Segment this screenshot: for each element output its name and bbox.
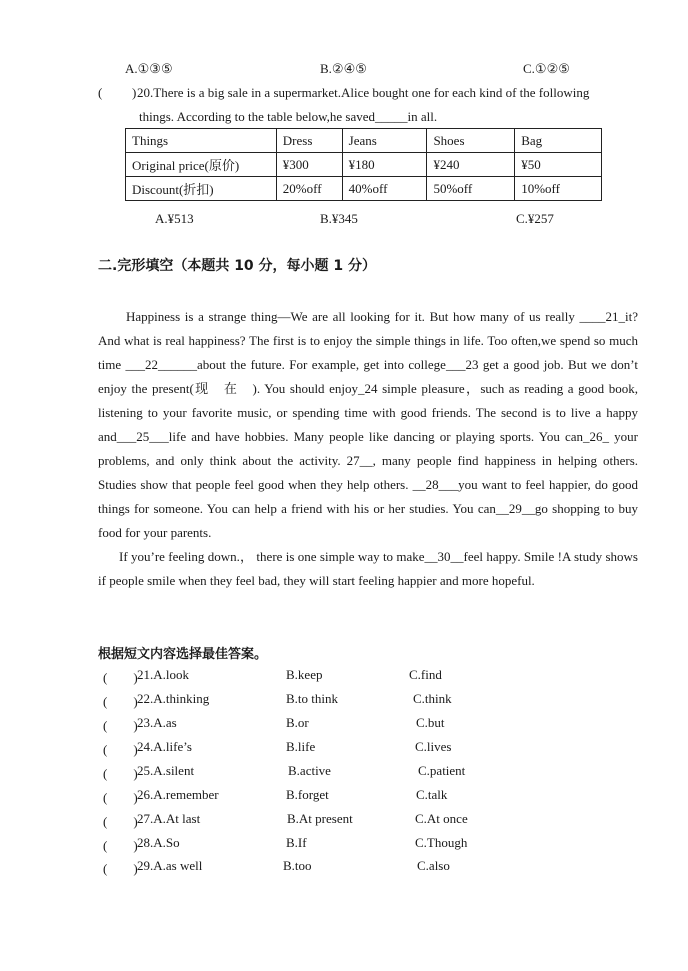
table-cell: 40%off bbox=[342, 177, 427, 201]
answer-blank[interactable]: ( ) bbox=[103, 718, 138, 733]
answer-blank[interactable]: ( ) bbox=[103, 694, 138, 709]
option-a: 27.A.At last bbox=[137, 811, 201, 826]
option-c: C.At once bbox=[415, 811, 468, 826]
table-cell: ¥240 bbox=[427, 153, 515, 177]
option-b: B.life bbox=[286, 739, 316, 754]
question-row bbox=[0, 691, 688, 715]
q20-option-a: A.¥513 bbox=[155, 211, 194, 226]
answer-blank[interactable]: ( ) bbox=[103, 814, 138, 829]
option-a: 21.A.look bbox=[137, 667, 189, 682]
option-c: C.Though bbox=[415, 835, 468, 850]
table-cell: ¥180 bbox=[342, 153, 427, 177]
option-b: B.keep bbox=[286, 667, 323, 682]
q20-paren-open: ( bbox=[98, 85, 103, 100]
option-a: 24.A.life’s bbox=[137, 739, 192, 754]
table-row bbox=[126, 177, 602, 201]
option-c: C.think bbox=[413, 691, 452, 706]
option-b: B.too bbox=[283, 858, 312, 873]
q19-option-b: B.②④⑤ bbox=[320, 61, 367, 76]
answer-blank[interactable]: ( ) bbox=[103, 766, 138, 781]
table-header-cell: Shoes bbox=[427, 129, 515, 153]
cloze-passage bbox=[98, 305, 638, 593]
answer-blank[interactable]: ( ) bbox=[103, 670, 138, 685]
option-a: 23.A.as bbox=[137, 715, 177, 730]
q19-option-a: A.①③⑤ bbox=[125, 61, 173, 76]
table-header-cell: Bag bbox=[515, 129, 602, 153]
q20-option-c: C.¥257 bbox=[516, 211, 554, 226]
table-cell: ¥300 bbox=[276, 153, 342, 177]
option-a: 25.A.silent bbox=[137, 763, 195, 778]
option-c: C.also bbox=[417, 858, 450, 873]
option-b: B.If bbox=[286, 835, 307, 850]
answer-blank[interactable]: ( ) bbox=[103, 861, 138, 876]
option-b: B.to think bbox=[286, 691, 339, 706]
table-header-cell: Dress bbox=[276, 129, 342, 153]
question-row bbox=[0, 835, 688, 859]
question-row bbox=[0, 715, 688, 739]
answer-blank[interactable]: ( ) bbox=[103, 742, 138, 757]
section-title: 二.完形填空（本题共 10 分，每小题 1 分） bbox=[98, 258, 377, 274]
instruction-heading: 根据短文内容选择最佳答案。 bbox=[98, 647, 268, 662]
table-header-row bbox=[126, 129, 602, 153]
passage-paragraph: Happiness is a strange thing—We are all looking for it. But how many of us really ____21_it? And what is real happiness? The first is to enjoy the simple things in life. Too often,we spend so much time ___22______about the future. For example, get into college___23 get a good job. But we don’t enjoy the present(现 在 ). You should enjoy_24 simple pleasure，such as reading a good book, listening to your favorite music, or spending time with good friends. The second is to live a happy and___25___life and have hobbies. Many people like dancing or playing sports. You can_26_ your problems, and only think about the activity. 27__, many people find happiness in helping others. Studies show that people feel good when they help others. __28___you want to feel happier, do good things for someone. You can help a friend with his or her studies. You can__29__go shopping to buy food for your parents. bbox=[98, 309, 638, 540]
q20-stem-line1: 20.There is a big sale in a supermarket.Alice bought one for each kind of the following bbox=[137, 85, 590, 100]
question-row bbox=[0, 739, 688, 763]
q20-option-b: B.¥345 bbox=[320, 211, 358, 226]
question-row bbox=[0, 787, 688, 811]
answer-blank[interactable]: ( ) bbox=[103, 790, 138, 805]
option-b: B.At present bbox=[287, 811, 353, 826]
table-row bbox=[126, 153, 602, 177]
price-table bbox=[125, 128, 602, 201]
option-c: C.talk bbox=[416, 787, 448, 802]
option-c: C.find bbox=[409, 667, 442, 682]
option-a: 29.A.as well bbox=[137, 858, 203, 873]
table-cell: 20%off bbox=[276, 177, 342, 201]
table-cell: 50%off bbox=[427, 177, 515, 201]
table-cell: Original price(原价) bbox=[126, 153, 277, 177]
option-b: B.forget bbox=[286, 787, 329, 802]
option-b: B.active bbox=[288, 763, 331, 778]
q20-paren-close: ) bbox=[132, 85, 137, 100]
passage-paragraph: If you’re feeling down.， there is one simple way to make__30__feel happy. Smile !A study shows if people smile when they feel bad, they will start feeling happier and more hopeful. bbox=[98, 549, 638, 588]
question-row bbox=[0, 811, 688, 835]
table-header-cell: Things bbox=[126, 129, 277, 153]
option-a: 22.A.thinking bbox=[137, 691, 210, 706]
question-row bbox=[0, 667, 688, 691]
table-cell: 10%off bbox=[515, 177, 602, 201]
question-row bbox=[0, 763, 688, 787]
table-cell: Discount(折扣) bbox=[126, 177, 277, 201]
option-c: C.lives bbox=[415, 739, 452, 754]
question-row bbox=[0, 858, 688, 882]
option-a: 26.A.remember bbox=[137, 787, 219, 802]
option-a: 28.A.So bbox=[137, 835, 180, 850]
option-c: C.patient bbox=[418, 763, 466, 778]
answer-blank[interactable]: ( ) bbox=[103, 838, 138, 853]
option-b: B.or bbox=[286, 715, 309, 730]
q19-option-c: C.①②⑤ bbox=[523, 61, 570, 76]
option-c: C.but bbox=[416, 715, 445, 730]
q20-stem-line2: things. According to the table below,he saved_____in all. bbox=[139, 109, 438, 124]
table-cell: ¥50 bbox=[515, 153, 602, 177]
table-header-cell: Jeans bbox=[342, 129, 427, 153]
